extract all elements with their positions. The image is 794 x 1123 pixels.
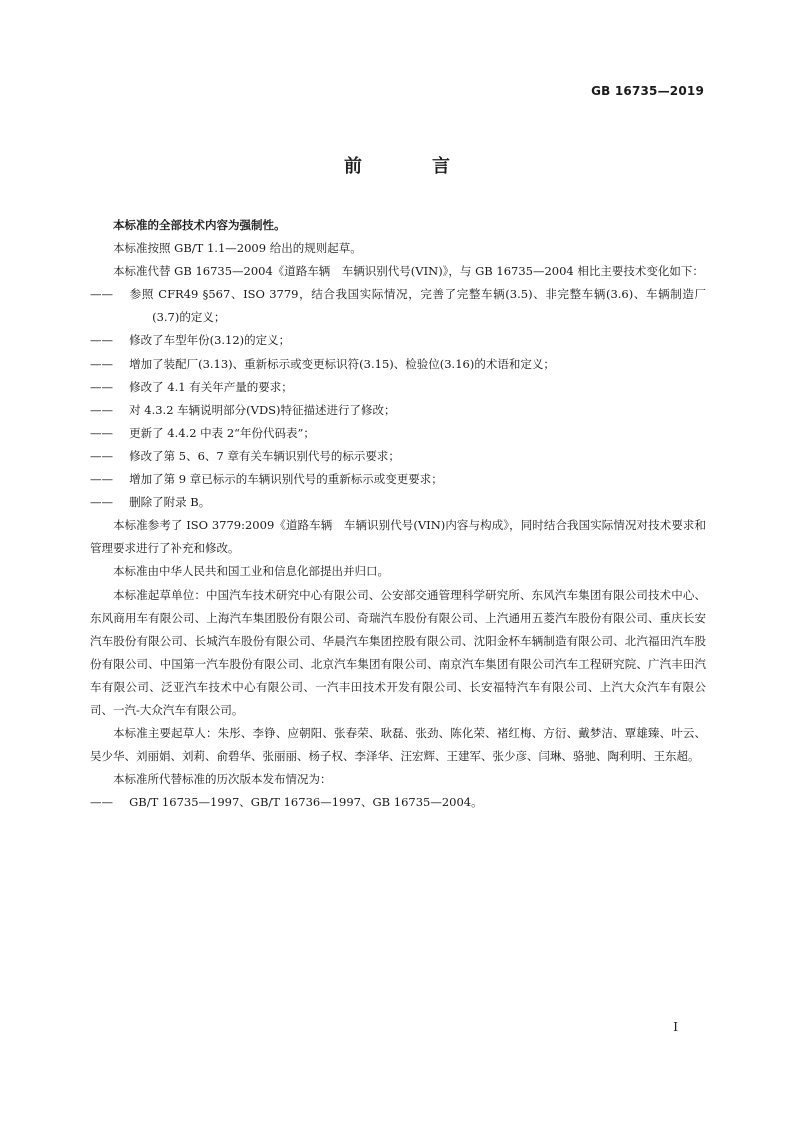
change-text: 更新了 4.4.2 中表 2“年份代码表”；	[129, 425, 315, 440]
paragraph-replacement: 本标准代替 GB 16735—2004《道路车辆 车辆识别代号(VIN)》，与 GB 16735—2004 相比主要技术变化如下：	[113, 264, 704, 279]
paragraph-mandatory: 本标准的全部技术内容为强制性。	[113, 218, 286, 232]
history-text: GB/T 16735—1997、GB/T 16736—1997、GB 16735—2004。	[129, 795, 483, 810]
foreword-body	[90, 214, 706, 814]
history-item	[90, 791, 706, 814]
standard-number: GB 16735—2019	[591, 84, 704, 98]
change-item	[90, 329, 706, 352]
paragraph-drafting-rules: 本标准按照 GB/T 1.1—2009 给出的规则起草。	[113, 241, 362, 256]
dash-mark: ——	[90, 287, 113, 302]
dash-mark: ——	[90, 495, 113, 510]
change-item	[90, 353, 706, 376]
paragraph-drafting-units: 本标准起草单位：中国汽车技术研究中心有限公司、公安部交通管理科学研究所、东风汽车集团有限公司技术中心、东风商用车有限公司、上海汽车集团股份有限公司、奇瑞汽车股份有限公司、上汽通用五菱汽车股份有限公司、重庆长安汽车股份有限公司、长城汽车股份有限公司、华晨汽车集团控股有限公司、沈阳金杯车辆制造有限公司、北汽福田汽车股份有限公司、中国第一汽车股份有限公司、北京汽车集团有限公司、南京汽车集团有限公司汽车工程研究院、广汽丰田汽车有限公司、泛亚汽车技术中心有限公司、一汽丰田技术开发有限公司、长安福特汽车有限公司、上汽大众汽车有限公司、一汽-大众汽车有限公司。	[90, 587, 706, 717]
dash-mark: ——	[90, 795, 113, 810]
dash-mark: ——	[90, 333, 113, 348]
change-item	[90, 376, 706, 399]
change-item	[90, 445, 706, 468]
change-text: 修改了第 5、6、7 章有关车辆识别代号的标示要求；	[129, 448, 400, 463]
change-item	[90, 399, 706, 422]
change-text: 修改了车型年份(3.12)的定义；	[129, 333, 291, 348]
paragraph-drafters: 本标准主要起草人：朱彤、李铮、应朝阳、张春荣、耿磊、张劲、陈化荣、褚红梅、方衍、戴梦洁、覃雄臻、叶云、吴少华、刘丽娟、刘莉、俞碧华、张丽丽、杨子权、李泽华、汪宏辉、王建军、张少彦、闫琳、骆驰、陶利明、王东超。	[90, 726, 706, 764]
dash-mark: ——	[90, 425, 113, 440]
change-item	[90, 468, 706, 491]
dash-mark: ——	[90, 379, 113, 394]
change-text: 删除了附录 B。	[129, 495, 211, 510]
paragraph-proposer: 本标准由中华人民共和国工业和信息化部提出并归口。	[113, 564, 389, 579]
change-text: 增加了第 9 章已标示的车辆识别代号的重新标示或变更要求；	[129, 472, 443, 487]
dash-mark: ——	[90, 448, 113, 463]
change-item	[90, 422, 706, 445]
change-item	[90, 283, 706, 329]
page-number: I	[673, 1020, 678, 1034]
paragraph-reference: 本标准参考了 ISO 3779:2009《道路车辆 车辆识别代号(VIN)内容与构成》，同时结合我国实际情况对技术要求和管理要求进行了补充和修改。	[90, 518, 706, 556]
paragraph-history-intro: 本标准所代替标准的历次版本发布情况为：	[113, 772, 332, 787]
change-text: 增加了装配厂(3.13)、重新标示或变更标识符(3.15)、检验位(3.16)的术语和定义；	[129, 356, 555, 371]
dash-mark: ——	[90, 402, 113, 417]
dash-mark: ——	[90, 356, 113, 371]
page-title: 前 言	[344, 156, 476, 177]
change-text: 对 4.3.2 车辆说明部分(VDS)特征描述进行了修改；	[129, 402, 396, 417]
change-text: 参照 CFR49 §567、ISO 3779，结合我国实际情况，完善了完整车辆(3.5)、非完整车辆(3.6)、车辆制造厂(3.7)的定义；	[129, 287, 706, 325]
change-text: 修改了 4.1 有关年产量的要求；	[129, 379, 293, 394]
dash-mark: ——	[90, 472, 113, 487]
change-item	[90, 491, 706, 514]
